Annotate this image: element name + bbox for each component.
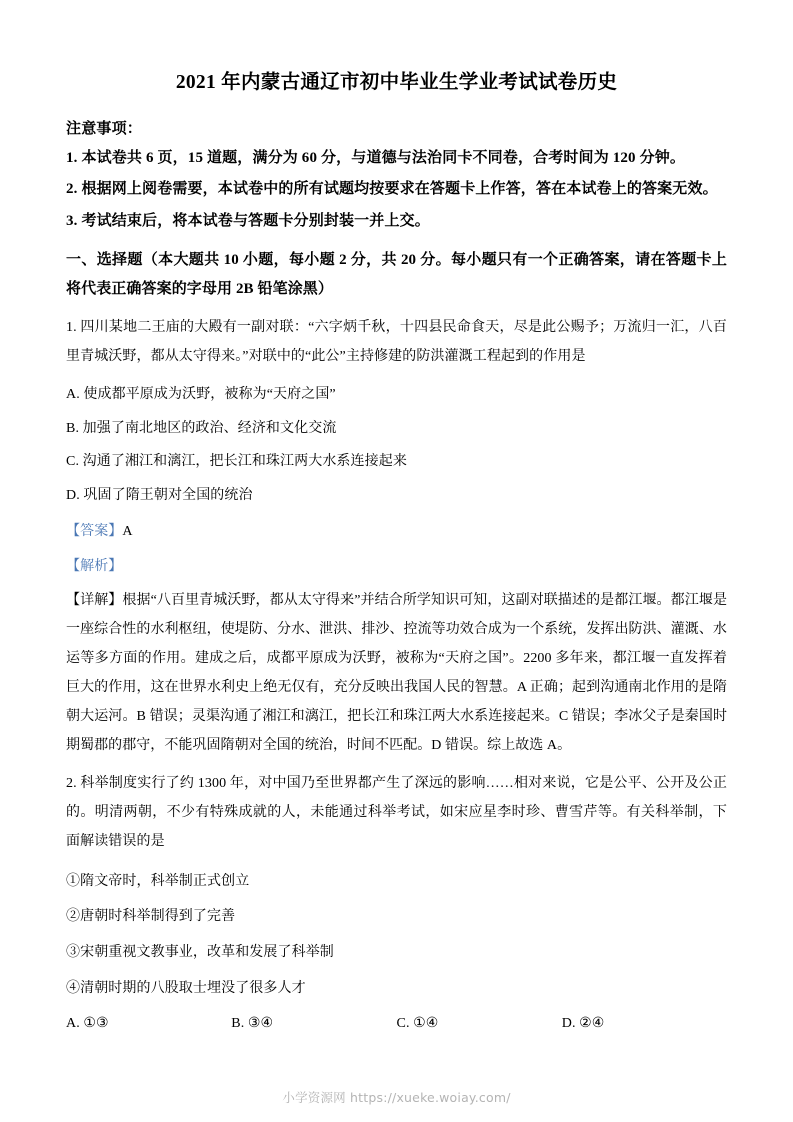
question-2-option-d: D. ②④ (561, 1016, 605, 1032)
answer-label: 【答案】 (66, 523, 123, 539)
question-2-option-a: A. ①③ (66, 1016, 109, 1032)
notice-item-1: 1. 本试卷共 6 页，15 道题，满分为 60 分，与道德与法治同卡不同卷，合考时间为 120 分钟。 (66, 149, 686, 166)
page-title: 2021 年内蒙古通辽市初中毕业生学业考试试卷历史 (175, 72, 618, 93)
notice-item-3: 3. 考试结束后，将本试卷与答题卡分别封装一并上交。 (66, 212, 430, 229)
question-2-subitem-3: ③宋朝重视文教事业，改革和发展了科举制 (66, 945, 334, 961)
notice-heading: 注意事项： (66, 121, 143, 138)
question-1-answer-row (66, 521, 727, 543)
question-2-stem: 2. 科举制度实行了约 1300 年，对中国乃至世界都产生了深远的影响……相对来说，它是公平、公开及公正的。明清两朝，不少有特殊成就的人，未能通过科举考试，如宋应星李时珍、曹雪芹等。有关科举制，下面解读错误的是 (66, 775, 727, 849)
question-1-stem: 1. 四川某地二王庙的大殿有一副对联：“六字炳千秋，十四县民命食天，尽是此公赐予；万流归一汇，八百里青城沃野，都从太守得来。”对联中的“此公”主持修建的防洪灌溉工程起到的作用是 (66, 319, 727, 364)
notice-item-2: 2. 根据网上阅卷需要，本试卷中的所有试题均按要求在答题卡上作答，答在本试卷上的答案无效。 (66, 181, 718, 198)
question-1-option-c: C. 沟通了湘江和漓江，把长江和珠江两大水系连接起来 (66, 454, 407, 470)
question-2-subitem-1: ①隋文帝时，科举制正式创立 (66, 873, 250, 889)
question-1-option-b: B. 加强了南北地区的政治、经济和文化交流 (66, 420, 337, 436)
answer-value: A (122, 523, 133, 539)
question-1-option-a: A. 使成都平原成为沃野，被称为“天府之国” (66, 386, 336, 402)
section-one-heading: 一、选择题（本大题共 10 小题，每小题 2 分，共 20 分。每小题只有一个正确答案，请在答题卡上将代表正确答案的字母用 2B 铅笔涂黑） (66, 251, 727, 298)
question-2-option-row (66, 1013, 727, 1034)
question-1-explanation: 【详解】根据“八百里青城沃野，都从太守得来”并结合所学知识可知，这副对联描述的是都江堰。都江堰是一座综合性的水利枢纽，使堤防、分水、泄洪、排沙、控流等功效合成为一个系统，发挥出防洪、灌溉、水运等多方面的作用。建成之后，成都平原成为沃野，被称为“天府之国”。2200 多年来，都江堰一直发挥着巨大的作用，这在世界水利史上绝无仅有，充分反映出我国人民的智慧。A 正确；起到沟通南北作用的是隋朝大运河。B 错误；灵渠沟通了湘江和漓江，把长江和珠江两大水系连接起来。C 错误；李冰父子是秦国时期蜀郡的郡守，不能巩固隋朝对全国的统治，时间不匹配。D 错误。综上故选 A。 (66, 593, 727, 753)
question-2-subitem-2: ②唐朝时科举制得到了完善 (66, 909, 236, 925)
question-2-option-b: B. ③④ (231, 1016, 274, 1032)
question-1-analysis-label: 【解析】 (66, 559, 123, 575)
question-1-option-d: D. 巩固了隋王朝对全国的统治 (66, 487, 253, 503)
footer-watermark: 小学资源网 https://xueke.woiay.com/ (282, 1090, 511, 1105)
question-2-subitem-4: ④清朝时期的八股取士埋没了很多人才 (66, 980, 306, 996)
question-2-option-c: C. ①④ (396, 1016, 439, 1032)
